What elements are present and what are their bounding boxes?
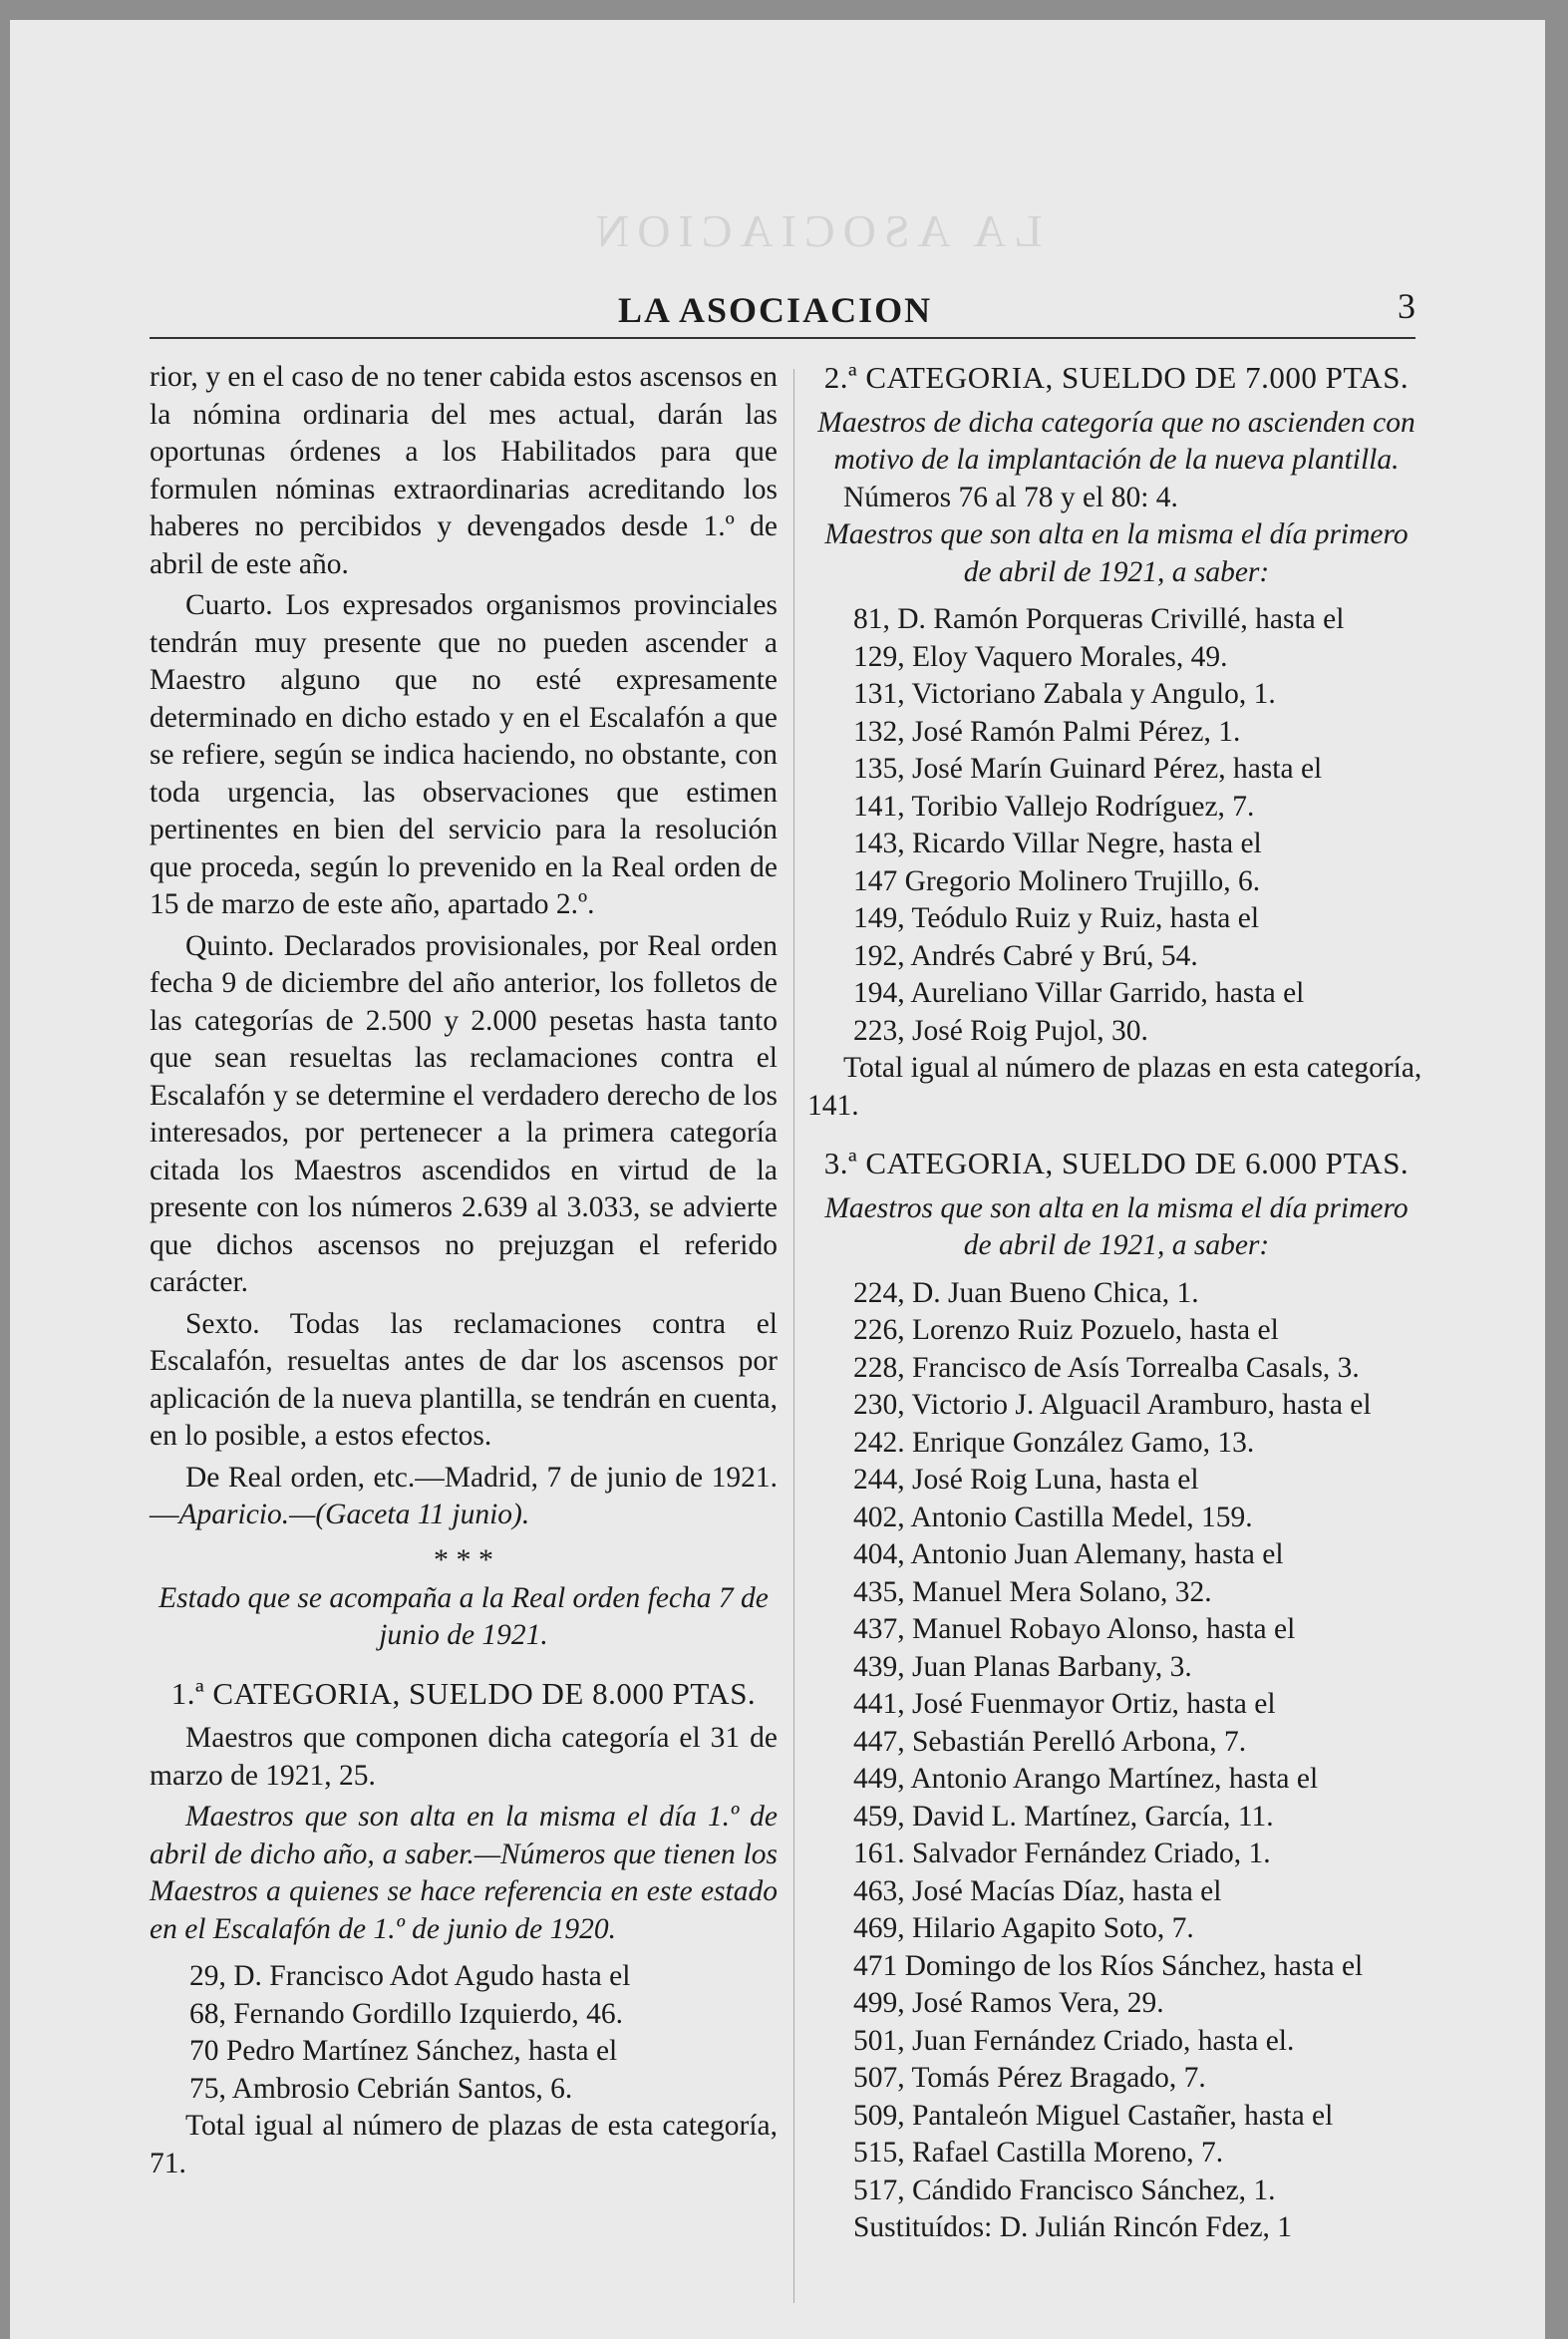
list-item: 226, Lorenzo Ruiz Pozuelo, hasta el [853, 1314, 1279, 1346]
list-item: Sustituídos: D. Julián Rincón Fdez, 1 [853, 2211, 1293, 2243]
signature-text: De Real orden, etc.—Madrid, 7 de junio de 1921.— [150, 1461, 778, 1530]
list-item: 459, David L. Martínez, García, 11. [853, 1800, 1274, 1833]
list-item: 507, Tomás Pérez Bragado, 7. [853, 2062, 1206, 2094]
list-item: 499, José Ramos Vera, 29. [853, 1987, 1164, 2019]
list-item: 223, José Roig Pujol, 30. [853, 1014, 1148, 1047]
list-item: 192, Andrés Cabré y Brú, 54. [853, 939, 1198, 972]
category-2-heading: 2.ª CATEGORIA, SUELDO DE 7.000 PTAS. [823, 360, 1410, 395]
list-item: 469, Hilario Agapito Soto, 7. [853, 1912, 1194, 1944]
category-2-note: Maestros de dicha categoría que no ascienden con motivo de la implantación de la nueva plantilla. [817, 406, 1415, 476]
category-3-list [807, 1275, 1425, 2247]
document-page [10, 20, 1545, 2339]
list-item: 439, Juan Planas Barbany, 3. [853, 1650, 1192, 1683]
right-column [807, 359, 1425, 2247]
bleed-through-text: LA ASOCIACION [588, 205, 1043, 256]
signature-name: Aparicio.—(Gaceta 11 junio). [178, 1499, 530, 1530]
list-item: 131, Victoriano Zabala y Angulo, 1. [853, 678, 1276, 710]
category-1-count: Maestros que componen dicha categoría el 31 de marzo de 1921, 25. [150, 1722, 778, 1792]
list-item: 437, Manuel Robayo Alonso, hasta el [853, 1613, 1296, 1645]
list-item: 471 Domingo de los Ríos Sánchez, hasta el [853, 1949, 1364, 1982]
list-item: 135, José Marín Guinard Pérez, hasta el [853, 753, 1323, 785]
list-item: 404, Antonio Juan Alemany, hasta el [853, 1538, 1284, 1570]
category-2-total: Total igual al número de plazas en esta categoría, 141. [807, 1052, 1422, 1122]
category-3-heading: 3.ª CATEGORIA, SUELDO DE 6.000 PTAS. [823, 1146, 1410, 1180]
list-item: 402, Antonio Castilla Medel, 159. [853, 1501, 1253, 1533]
category-2-list [807, 601, 1425, 1050]
list-item: 447, Sebastián Perelló Arbona, 7. [853, 1725, 1247, 1758]
column-divider [793, 369, 794, 2303]
estado-heading: Estado que se acompaña a la Real orden fecha 7 de junio de 1921. [158, 1581, 769, 1651]
section-stars: * * * [434, 1542, 493, 1576]
page-header [150, 286, 1415, 339]
list-item: 141, Toribio Vallejo Rodríguez, 7. [853, 790, 1255, 823]
category-2-alta: Maestros que son alta en la misma el día primero de abril de 1921, a saber: [824, 518, 1409, 588]
list-item: 244, José Roig Luna, hasta el [853, 1464, 1199, 1496]
paragraph-cuarto: Cuarto. Los expresados organismos provinciales tendrán muy presente que no pueden ascender a Maestro alguno que no esté expresamente determinado en dicho estado y en el Escalafón a que se refiere, según se indica haciendo, no obstante, con toda urgencia, las observaciones que estimen pertinentes en bien del servicio para la resolución que proceda, según lo prevenido en la Real orden de 15 de marzo de este año, apartado 2.º. [150, 589, 778, 920]
list-item: 132, José Ramón Palmi Pérez, 1. [853, 715, 1241, 748]
list-item: 29, D. Francisco Adot Agudo hasta el [189, 1960, 631, 1992]
list-item: 242. Enrique González Gamo, 13. [853, 1426, 1255, 1459]
left-column [150, 359, 778, 2186]
list-item: 463, José Macías Díaz, hasta el [853, 1874, 1222, 1907]
journal-title: LA ASOCIACION [618, 290, 933, 330]
list-item: 230, Victorio J. Alguacil Aramburo, hasta el [853, 1389, 1372, 1421]
list-item: 517, Cándido Francisco Sánchez, 1. [853, 2173, 1276, 2206]
list-item: 147 Gregorio Molinero Trujillo, 6. [853, 864, 1261, 897]
list-item: 515, Rafael Castilla Moreno, 7. [853, 2137, 1224, 2169]
list-item: 81, D. Ramón Porqueras Crivillé, hasta el [853, 603, 1345, 635]
category-1-heading: 1.ª CATEGORIA, SUELDO DE 8.000 PTAS. [170, 1675, 757, 1711]
paragraph-1: rior, y en el caso de no tener cabida estos ascensos en la nómina ordinaria del mes actual, darán las oportunas órdenes a los Habilitados para que formulen nóminas extraordinarias acreditando los haberes no percibidos y devengados desde 1.º de abril de este año. [150, 361, 778, 580]
category-3-alta: Maestros que son alta en la misma el día primero de abril de 1921, a saber: [824, 1191, 1409, 1261]
list-item: 194, Aureliano Villar Garrido, hasta el [853, 977, 1305, 1009]
list-item: 75, Ambrosio Cebrián Santos, 6. [189, 2072, 573, 2105]
list-item: 509, Pantaleón Miguel Castañer, hasta el [853, 2099, 1334, 2132]
page-number: 3 [1398, 286, 1415, 326]
list-item: 143, Ricardo Villar Negre, hasta el [853, 828, 1262, 859]
category-1-list [150, 1958, 778, 2108]
list-item: 161. Salvador Fernández Criado, 1. [853, 1838, 1271, 1869]
list-item: 228, Francisco de Asís Torrealba Casals, 3. [853, 1351, 1360, 1384]
list-item: 501, Juan Fernández Criado, hasta el. [853, 2024, 1295, 2057]
list-item: 129, Eloy Vaquero Morales, 49. [853, 640, 1228, 673]
header-rule [150, 337, 1415, 339]
list-item: 70 Pedro Martínez Sánchez, hasta el [189, 2035, 618, 2067]
category-1-total: Total igual al número de plazas de esta categoría, 71. [150, 2110, 778, 2179]
category-2-numbers: Números 76 al 78 y el 80: 4. [843, 481, 1178, 513]
list-item: 435, Manuel Mera Solano, 32. [853, 1575, 1212, 1608]
category-1-note: Maestros que son alta en la misma el día 1.º de abril de dicho año, a saber.—Números que tienen los Maestros a quienes se hace referencia en este estado en el Escalafón de 1.º de junio de 1920. [150, 1801, 778, 1945]
paragraph-signature [150, 1460, 778, 1534]
list-item: 441, José Fuenmayor Ortiz, hasta el [853, 1688, 1276, 1720]
list-item: 224, D. Juan Bueno Chica, 1. [853, 1276, 1199, 1309]
paragraph-quinto: Quinto. Declarados provisionales, por Real orden fecha 9 de diciembre del año anterior, los folletos de las categorías de 2.500 y 2.000 pesetas hasta tanto que sean resueltas las reclamaciones contra el Escalafón y se determine el verdadero derecho de los interesados, por pertenecer a la primera categoría citada los Maestros ascendidos en virtud de la presente con los números 2.639 al 3.033, se advierte que dichos ascensos no prejuzgan el referido carácter. [150, 929, 778, 1298]
list-item: 68, Fernando Gordillo Izquierdo, 46. [189, 1997, 624, 2030]
list-item: 149, Teódulo Ruiz y Ruiz, hasta el [853, 902, 1260, 934]
paragraph-sexto: Sexto. Todas las reclamaciones contra el Escalafón, resueltas antes de dar los ascensos por aplicación de la nueva plantilla, se tendrán en cuenta, en lo posible, a estos efectos. [150, 1307, 778, 1452]
list-item: 449, Antonio Arango Martínez, hasta el [853, 1763, 1319, 1795]
